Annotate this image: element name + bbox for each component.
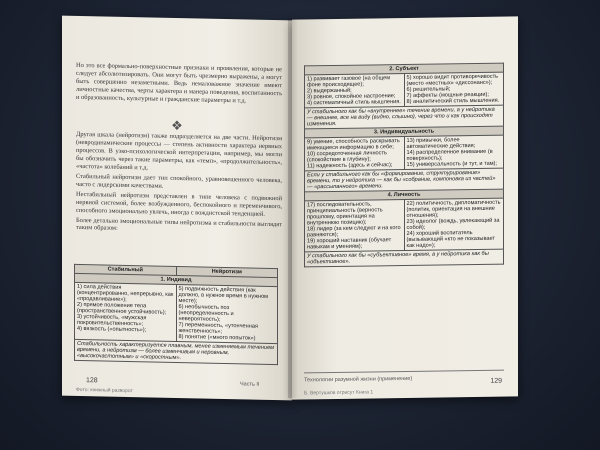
- stable-column: [305, 137, 405, 171]
- paragraph: Другая шкала (нейротизм) также подразделяется на две части. Нейротизм (невродинамические процессы — степень активности характера нервных процессов. В узко-психологической интерпретации, например, мы могли бы обозначить через такие параметры, как «темп», «продолжительность», «частота» колебаний и т.д.: [76, 131, 282, 172]
- section-footer: Если у стабильного как бы «формирование, структурирование» времени, то у нейротика — как бы «собрание, компоновка из частей» — «рассыпанного» времени.: [305, 168, 504, 192]
- left-page-body: [62, 62, 292, 237]
- list-item: 5) хорошо видит противоречивость (место «местных» «диссонанс»);: [406, 73, 499, 87]
- section-title: 1. Индивид: [75, 273, 278, 286]
- ornament-icon: ❖: [171, 117, 183, 133]
- column-header: Стабильный: [75, 264, 177, 275]
- paragraph: Более детально эмоциональные типы нейротизма и стабильности выглядят таким образом:: [76, 216, 282, 233]
- list-item: 5) подвижность действия (как должно, в нужное время в нужном месте);: [178, 286, 269, 305]
- list-item: 1) развивает газовое (на общем фоне происходящее);: [307, 75, 391, 89]
- right-page: [292, 16, 518, 399]
- book-gutter: [288, 18, 298, 398]
- list-item: 22) политичность, дипломатичность (политик, ориентация на внешние отношения);: [406, 199, 501, 219]
- page-number: 128: [86, 377, 98, 385]
- running-footer: Технологии разумной жизни (применение): [304, 375, 413, 384]
- stable-column: [75, 282, 177, 341]
- list-item: 8) аналитический стиль мышления.: [406, 97, 500, 105]
- types-table-left: [74, 264, 278, 365]
- column-header: Нейротизм: [176, 266, 278, 277]
- stable-column: [305, 74, 405, 108]
- list-item: 6) решительный;: [406, 86, 451, 93]
- section-title: 3. Индивидуальность: [305, 126, 504, 138]
- list-item: 2) выдержанный;: [307, 87, 352, 95]
- list-item: 17) последовательность, принципиальность (верность прошлому, ориентация на внутреннюю позицию);: [307, 201, 383, 227]
- list-item: 14) распределенное внимание (в поверхность);: [406, 148, 493, 162]
- paragraph: Стабильный нейротизм дает тип спокойного, уравновешенного человека, часто с лидерскими качествами.: [76, 172, 282, 190]
- list-item: 10) сосредоточенная личность (спокойствие в глубину);: [307, 150, 387, 164]
- list-item: 24) хороший воспитатель (вызывающий «кто не показывает как надо»);: [406, 230, 495, 249]
- list-item: 6) необычность поз (неопределенность и невероятность);: [178, 304, 234, 323]
- list-item: 7) аффекты (мощные реакции);: [406, 91, 489, 99]
- list-item: 7) переменность, «утонченная женственность»;: [178, 322, 258, 335]
- list-item: 4) систематичный стиль мышления.: [307, 99, 401, 107]
- list-item: 18) лидер (за кем следуют и на кого равняются);: [307, 225, 401, 239]
- running-header: Часть II: [240, 381, 260, 388]
- table-footer: Стабильность характеризуется плавным, менее изменяемым течением времени, а нейротизм — более изменчивым и неровным, «высокочастотным» и «скоростным».: [75, 339, 278, 364]
- left-page: [62, 16, 292, 401]
- list-item: 11) надежность (здесь и сейчас);: [307, 162, 393, 170]
- open-book: [62, 18, 518, 398]
- section-title: 4. Личность: [305, 189, 504, 201]
- section-footer: У стабильного как бы «внутреннее» течение времени, а у нейротика — внешнее, все на виду (видно, слышно), через что и как происходят изменения.: [305, 105, 504, 129]
- stable-column: [305, 200, 405, 252]
- book-credit: Б. Вертушков отрисут Книга 1: [304, 389, 374, 397]
- list-item: 3) ровное, спокойное настроение;: [307, 93, 396, 101]
- list-item: 4) вязкость («опытность»);: [77, 325, 147, 334]
- paragraph: Но это все формально-поверхностные признаки и проявления, которые не следует абсолютизировать. Они могут быть чрезмерно выражены, а могут быть совершенно незаметными. Ведь немаловажное значение имеют личностные качества, черты характера и манера поведения, воспитанность и образованность, культурные и гражданские параметры и т.д.: [76, 61, 282, 105]
- neurotic-column: [404, 135, 504, 169]
- list-item: 23) идеолог (вождь, увлекающий за собой);: [406, 217, 500, 231]
- list-item: 3) устойчивость, «мужская покровительственность»;: [77, 313, 147, 328]
- footer-rule: [304, 370, 504, 373]
- list-item: 1) сила действия (концентрированно, непрерывно, как «продавливание»);: [77, 283, 174, 303]
- paragraph: Нестабильный нейротизм представлен в типе человека с подвижной нервной системой, более возбужденного, беспокойного и переменчивого, способного эмоционально увлечь, иногда с вождистской тенденцией.: [76, 190, 282, 218]
- section-title: 2. Субъект: [305, 63, 504, 75]
- list-item: 19) хороший наставник (обучает навыкам и умениям);: [307, 237, 392, 251]
- types-table-right: [304, 63, 504, 268]
- list-item: 9) умение, способность раскрывать имеющиеся информацию в себе;: [307, 138, 400, 152]
- photo-credit: Фото: книжный разворот: [76, 386, 133, 395]
- neurotic-column: [404, 198, 504, 250]
- list-item: 13) привычки, более автоматические действия;: [406, 137, 476, 150]
- page-number: 129: [490, 377, 502, 385]
- neurotic-column: [404, 72, 504, 106]
- list-item: 15) универсальность (и тут, и там);: [406, 160, 497, 168]
- section-footer: У стабильного как бы «субъективное» время, а у нейротика как бы «объективное».: [305, 249, 504, 267]
- neurotic-column: [176, 284, 278, 343]
- list-item: 8) понятие («много попыток»): [178, 334, 256, 342]
- list-item: 2) прямое положение тела (пространственное устойчивость);: [77, 301, 167, 316]
